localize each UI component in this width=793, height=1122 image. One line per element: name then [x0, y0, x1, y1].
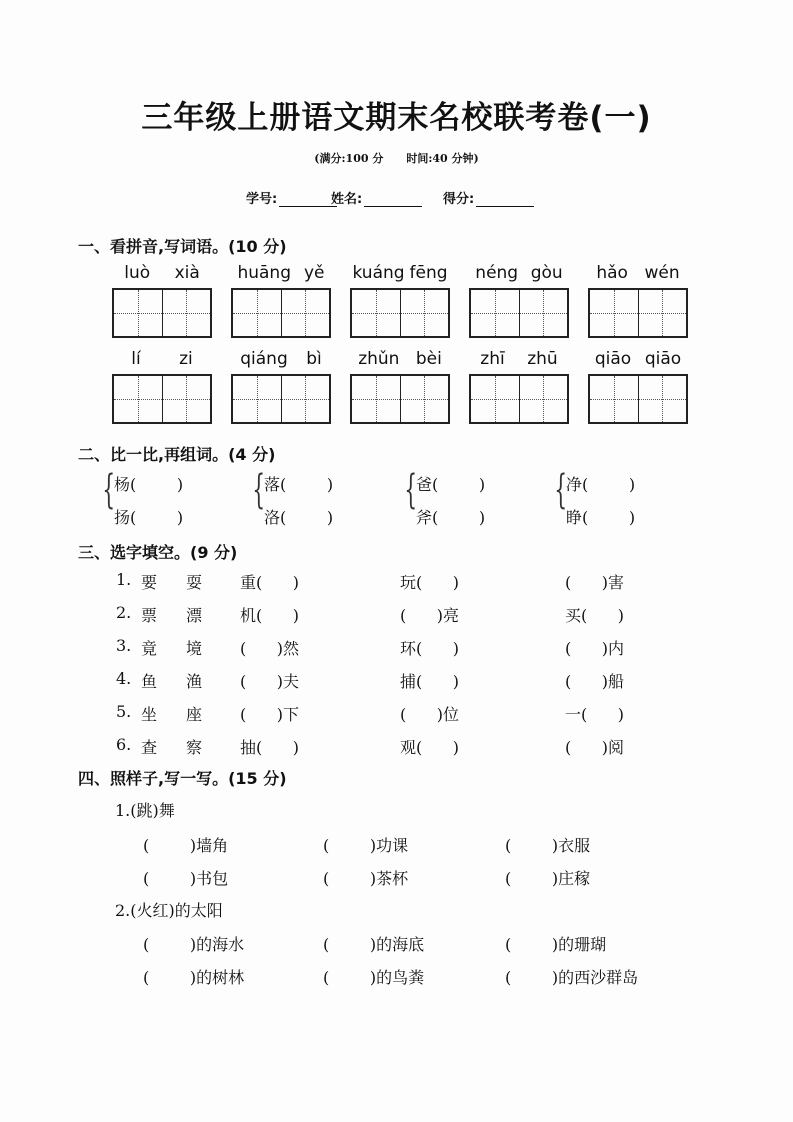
pinyin-syllable: gòu: [530, 263, 563, 283]
brace-icon: {: [102, 467, 116, 513]
brace-icon: {: [554, 467, 568, 513]
choice-char: 座: [186, 705, 203, 724]
fill-blank-item[interactable]: ( )下: [240, 705, 300, 724]
score-label: 得分:: [443, 192, 475, 207]
pinyin-syllable: zhū: [527, 349, 558, 369]
grid-cell[interactable]: [163, 290, 211, 336]
brace-icon: {: [404, 467, 418, 513]
writing-grid[interactable]: [112, 374, 212, 424]
grid-cell[interactable]: [163, 376, 211, 422]
pinyin-syllable: wén: [644, 263, 680, 283]
fill-blank-item[interactable]: ( )然: [240, 639, 300, 658]
grid-cell[interactable]: [401, 290, 449, 336]
student-id-field[interactable]: [246, 188, 337, 207]
fill-blank-item[interactable]: ( )功课: [323, 836, 409, 855]
grid-cell[interactable]: [114, 290, 163, 336]
pinyin-syllable: huāng: [237, 263, 292, 283]
fill-blank-item[interactable]: ( )的海底: [323, 935, 425, 954]
grid-cell[interactable]: [282, 290, 330, 336]
pinyin-syllable: hǎo: [596, 263, 628, 283]
fill-blank-item[interactable]: ( )衣服: [505, 836, 591, 855]
grid-cell[interactable]: [639, 376, 687, 422]
grid-cell[interactable]: [639, 290, 687, 336]
pinyin-syllable: luò: [124, 263, 151, 283]
fill-blank-item[interactable]: 机( ): [240, 606, 300, 625]
compare-word-item[interactable]: 杨( ): [114, 475, 184, 494]
compare-word-item[interactable]: 洛( ): [264, 508, 334, 527]
section-2-heading: 二、比一比,再组词。(4 分): [78, 445, 276, 464]
name-label: 姓名:: [331, 192, 363, 207]
compare-word-item[interactable]: 睁( ): [566, 508, 636, 527]
fill-blank-item[interactable]: ( )书包: [143, 869, 229, 888]
grid-cell[interactable]: [590, 290, 639, 336]
compare-word-item[interactable]: 落( ): [264, 475, 334, 494]
pinyin-syllable: lí: [131, 349, 141, 369]
choice-char: 竟: [141, 639, 158, 658]
writing-grid[interactable]: [588, 374, 688, 424]
choice-char: 渔: [186, 672, 203, 691]
fill-blank-item[interactable]: 一( ): [565, 705, 625, 724]
item-number: 5.: [116, 702, 132, 721]
grid-cell[interactable]: [590, 376, 639, 422]
pinyin-syllable: néng: [475, 263, 519, 283]
choice-char: 境: [186, 639, 203, 658]
item-number: 4.: [116, 669, 132, 688]
fill-blank-item[interactable]: ( )位: [400, 705, 460, 724]
pinyin-syllable: zhī: [480, 349, 505, 369]
pinyin-label: [469, 349, 569, 369]
item-number: 3.: [116, 636, 132, 655]
pinyin-label: [112, 263, 212, 283]
pinyin-syllable: qiáng: [240, 349, 288, 369]
pinyin-label: [112, 349, 212, 369]
pinyin-label: [350, 349, 450, 369]
page-title: 三年级上册语文期末名校联考卷(一): [141, 100, 652, 136]
pinyin-label: [350, 263, 450, 283]
fill-blank-item[interactable]: ( )墙角: [143, 836, 229, 855]
writing-grid[interactable]: [231, 374, 331, 424]
brace-icon: {: [252, 467, 266, 513]
pinyin-label: [588, 349, 688, 369]
pinyin-syllable: fēng: [409, 263, 448, 283]
student-id-label: 学号:: [246, 192, 278, 207]
fill-blank-item[interactable]: 玩( ): [400, 573, 460, 592]
compare-word-item[interactable]: 爸( ): [416, 475, 486, 494]
writing-grid[interactable]: [231, 288, 331, 338]
item-number: 2.: [116, 603, 132, 622]
grid-cell[interactable]: [520, 290, 568, 336]
pinyin-label: [231, 349, 331, 369]
choice-char: 耍: [186, 573, 203, 592]
grid-cell[interactable]: [233, 376, 282, 422]
fill-blank-item[interactable]: ( )庄稼: [505, 869, 591, 888]
pinyin-label: [231, 263, 331, 283]
pinyin-syllable: kuáng: [352, 263, 405, 283]
fill-blank-item[interactable]: ( )的西沙群岛: [505, 968, 639, 987]
pinyin-label: [588, 263, 688, 283]
section-3-heading: 三、选字填空。(9 分): [78, 543, 238, 562]
grid-cell[interactable]: [352, 376, 401, 422]
fill-blank-item[interactable]: ( )内: [565, 639, 625, 658]
compare-word-item[interactable]: 斧( ): [416, 508, 486, 527]
writing-grid[interactable]: [469, 288, 569, 338]
score-field[interactable]: [443, 188, 534, 207]
compare-word-item[interactable]: 净( ): [566, 475, 636, 494]
pinyin-syllable: yě: [303, 263, 325, 283]
fill-blank-item[interactable]: 捕( ): [400, 672, 460, 691]
fill-blank-item[interactable]: ( )亮: [400, 606, 460, 625]
section-4-heading: 四、照样子,写一写。(15 分): [78, 769, 287, 788]
writing-grid[interactable]: [350, 288, 450, 338]
name-field[interactable]: [331, 188, 422, 207]
choice-char: 察: [186, 738, 203, 757]
writing-grid[interactable]: [112, 288, 212, 338]
writing-grid[interactable]: [469, 374, 569, 424]
fill-blank-item[interactable]: ( )的珊瑚: [505, 935, 607, 954]
grid-cell[interactable]: [471, 290, 520, 336]
fill-blank-item[interactable]: ( )的鸟粪: [323, 968, 425, 987]
pinyin-syllable: bèi: [415, 349, 442, 369]
pinyin-syllable: xià: [174, 263, 200, 283]
grid-cell[interactable]: [114, 376, 163, 422]
section-1-heading: 一、看拼音,写词语。(10 分): [78, 237, 287, 256]
fill-blank-item[interactable]: ( )茶杯: [323, 869, 409, 888]
fill-blank-item[interactable]: 抽( ): [240, 738, 300, 757]
fill-blank-item[interactable]: ( )害: [565, 573, 625, 592]
fill-blank-item[interactable]: 买( ): [565, 606, 625, 625]
pinyin-syllable: zi: [179, 349, 193, 369]
fill-blank-item[interactable]: 观( ): [400, 738, 460, 757]
item-number: 6.: [116, 735, 132, 754]
fill-blank-item[interactable]: ( )的海水: [143, 935, 245, 954]
fill-blank-item[interactable]: ( )夫: [240, 672, 300, 691]
choice-char: 漂: [186, 606, 203, 625]
grid-cell[interactable]: [282, 376, 330, 422]
item-number: 1.: [116, 570, 132, 589]
fill-blank-item[interactable]: ( )的树林: [143, 968, 245, 987]
choice-char: 票: [141, 606, 158, 625]
fill-blank-item[interactable]: ( )阅: [565, 738, 625, 757]
choice-char: 鱼: [141, 672, 158, 691]
grid-cell[interactable]: [471, 376, 520, 422]
writing-grid[interactable]: [350, 374, 450, 424]
grid-cell[interactable]: [520, 376, 568, 422]
choice-char: 要: [141, 573, 158, 592]
pinyin-syllable: qiāo: [644, 349, 682, 369]
fill-blank-item[interactable]: ( )船: [565, 672, 625, 691]
writing-grid[interactable]: [588, 288, 688, 338]
pinyin-label: [469, 263, 569, 283]
grid-cell[interactable]: [401, 376, 449, 422]
section-4-example-1: 1.(跳)舞: [115, 801, 175, 820]
pinyin-syllable: bì: [306, 349, 322, 369]
section-4-example-2: 2.(火红)的太阳: [115, 901, 223, 920]
choice-char: 查: [141, 738, 158, 757]
fill-blank-item[interactable]: 环( ): [400, 639, 460, 658]
grid-cell[interactable]: [352, 290, 401, 336]
pinyin-syllable: qiāo: [594, 349, 632, 369]
fill-blank-item[interactable]: 重( ): [240, 573, 300, 592]
exam-meta: (满分:100 分 时间:40 分钟): [314, 152, 479, 165]
compare-word-item[interactable]: 扬( ): [114, 508, 184, 527]
choice-char: 坐: [141, 705, 158, 724]
grid-cell[interactable]: [233, 290, 282, 336]
pinyin-syllable: zhǔn: [358, 349, 400, 369]
